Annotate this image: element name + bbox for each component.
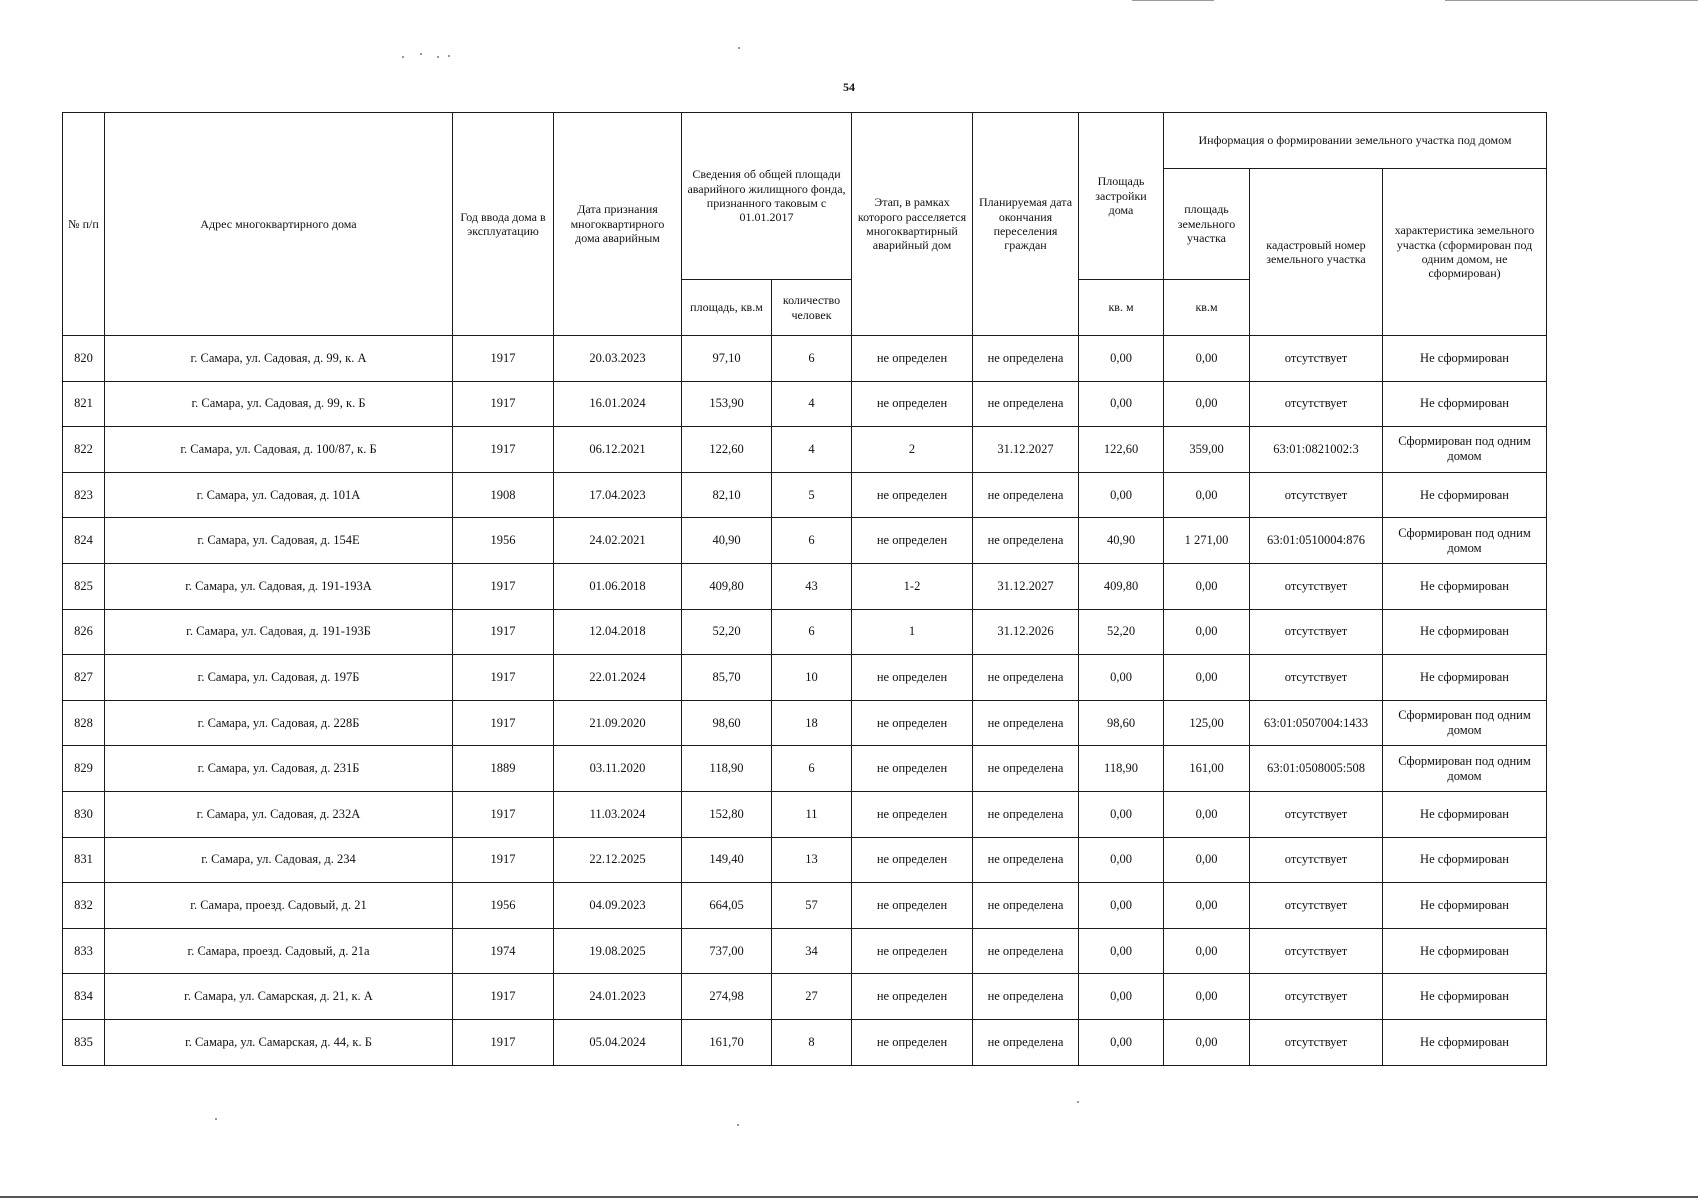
- cell-built-area: 0,00: [1079, 1019, 1164, 1065]
- cell-address: г. Самара, ул. Садовая, д. 197Б: [105, 655, 453, 701]
- cell-built-area: 0,00: [1079, 655, 1164, 701]
- scan-speck: [402, 56, 404, 58]
- cell-people: 4: [772, 381, 852, 427]
- cell-built-area: 40,90: [1079, 518, 1164, 564]
- cell-num: 822: [63, 427, 105, 473]
- cell-stage: не определен: [852, 746, 973, 792]
- cell-address: г. Самара, проезд. Садовый, д. 21а: [105, 928, 453, 974]
- cell-year: 1917: [453, 974, 554, 1020]
- cell-address: г. Самара, ул. Садовая, д. 101А: [105, 472, 453, 518]
- header-built-area: Площадь застройки дома: [1079, 113, 1164, 280]
- cell-date-recognized: 21.09.2020: [554, 700, 682, 746]
- header-area-sqm: площадь, кв.м: [682, 280, 772, 336]
- cell-cadastral: отсутствует: [1250, 563, 1383, 609]
- cell-area: 97,10: [682, 336, 772, 382]
- cell-built-area: 0,00: [1079, 837, 1164, 883]
- cell-date-recognized: 17.04.2023: [554, 472, 682, 518]
- cell-year: 1917: [453, 381, 554, 427]
- cell-built-area: 52,20: [1079, 609, 1164, 655]
- header-year: Год ввода дома в эксплуатацию: [453, 113, 554, 336]
- cell-cadastral: отсутствует: [1250, 837, 1383, 883]
- cell-people: 43: [772, 563, 852, 609]
- cell-planned-date: не определена: [973, 381, 1079, 427]
- header-people: количество человек: [772, 280, 852, 336]
- cell-stage: 1-2: [852, 563, 973, 609]
- cell-planned-date: не определена: [973, 974, 1079, 1020]
- cell-people: 4: [772, 427, 852, 473]
- scan-speck: [738, 47, 740, 49]
- table-row: [63, 472, 1547, 518]
- cell-address: г. Самара, ул. Садовая, д. 100/87, к. Б: [105, 427, 453, 473]
- cell-year: 1956: [453, 883, 554, 929]
- cell-people: 6: [772, 336, 852, 382]
- cell-land-status: Не сформирован: [1383, 791, 1547, 837]
- cell-built-area: 118,90: [1079, 746, 1164, 792]
- cell-num: 834: [63, 974, 105, 1020]
- scan-rule-top-left: [1132, 0, 1214, 1]
- table-row: [63, 928, 1547, 974]
- cell-year: 1974: [453, 928, 554, 974]
- cell-date-recognized: 06.12.2021: [554, 427, 682, 473]
- table-row: [63, 427, 1547, 473]
- cell-address: г. Самара, ул. Садовая, д. 234: [105, 837, 453, 883]
- cell-area: 737,00: [682, 928, 772, 974]
- table-row: [63, 837, 1547, 883]
- cell-land-area: 1 271,00: [1164, 518, 1250, 564]
- cell-land-status: Не сформирован: [1383, 609, 1547, 655]
- cell-people: 6: [772, 518, 852, 564]
- table-row: [63, 563, 1547, 609]
- cell-area: 409,80: [682, 563, 772, 609]
- cell-date-recognized: 03.11.2020: [554, 746, 682, 792]
- cell-date-recognized: 16.01.2024: [554, 381, 682, 427]
- cell-year: 1917: [453, 700, 554, 746]
- cell-land-status: Не сформирован: [1383, 472, 1547, 518]
- cell-cadastral: отсутствует: [1250, 928, 1383, 974]
- header-date-recognized: Дата признания многоквартирного дома аварийным: [554, 113, 682, 336]
- cell-land-area: 125,00: [1164, 700, 1250, 746]
- cell-cadastral: отсутствует: [1250, 381, 1383, 427]
- cell-people: 8: [772, 1019, 852, 1065]
- header-cadastral: кадастровый номер земельного участка: [1250, 169, 1383, 336]
- table-row: [63, 791, 1547, 837]
- cell-planned-date: не определена: [973, 791, 1079, 837]
- cell-date-recognized: 24.02.2021: [554, 518, 682, 564]
- cell-stage: не определен: [852, 883, 973, 929]
- cell-land-area: 0,00: [1164, 563, 1250, 609]
- cell-land-area: 161,00: [1164, 746, 1250, 792]
- cell-area: 118,90: [682, 746, 772, 792]
- cell-planned-date: не определена: [973, 700, 1079, 746]
- cell-area: 664,05: [682, 883, 772, 929]
- cell-land-area: 359,00: [1164, 427, 1250, 473]
- cell-stage: не определен: [852, 472, 973, 518]
- table-body: [63, 336, 1547, 1066]
- cell-cadastral: отсутствует: [1250, 609, 1383, 655]
- cell-date-recognized: 01.06.2018: [554, 563, 682, 609]
- cell-land-area: 0,00: [1164, 883, 1250, 929]
- header-unit-built: кв. м: [1079, 280, 1164, 336]
- cell-built-area: 0,00: [1079, 928, 1164, 974]
- cell-year: 1956: [453, 518, 554, 564]
- table-row: [63, 883, 1547, 929]
- cell-address: г. Самара, ул. Садовая, д. 99, к. Б: [105, 381, 453, 427]
- table-row: [63, 1019, 1547, 1065]
- cell-date-recognized: 11.03.2024: [554, 791, 682, 837]
- cell-address: г. Самара, ул. Самарская, д. 21, к. А: [105, 974, 453, 1020]
- cell-land-area: 0,00: [1164, 791, 1250, 837]
- cell-date-recognized: 04.09.2023: [554, 883, 682, 929]
- cell-people: 57: [772, 883, 852, 929]
- cell-year: 1917: [453, 427, 554, 473]
- cell-area: 52,20: [682, 609, 772, 655]
- cell-land-status: Не сформирован: [1383, 336, 1547, 382]
- cell-num: 831: [63, 837, 105, 883]
- cell-cadastral: 63:01:0821002:3: [1250, 427, 1383, 473]
- cell-land-status: Не сформирован: [1383, 563, 1547, 609]
- cell-area: 153,90: [682, 381, 772, 427]
- header-address: Адрес многоквартирного дома: [105, 113, 453, 336]
- cell-num: 835: [63, 1019, 105, 1065]
- cell-year: 1917: [453, 1019, 554, 1065]
- table-row: [63, 381, 1547, 427]
- header-land-area: площадь земельного участка: [1164, 169, 1250, 280]
- cell-num: 823: [63, 472, 105, 518]
- cell-planned-date: не определена: [973, 1019, 1079, 1065]
- cell-stage: не определен: [852, 928, 973, 974]
- cell-cadastral: отсутствует: [1250, 336, 1383, 382]
- cell-people: 10: [772, 655, 852, 701]
- scan-speck: [1077, 1101, 1079, 1103]
- cell-year: 1917: [453, 837, 554, 883]
- cell-address: г. Самара, ул. Садовая, д. 191-193А: [105, 563, 453, 609]
- cell-land-status: Не сформирован: [1383, 974, 1547, 1020]
- cell-people: 27: [772, 974, 852, 1020]
- cell-built-area: 0,00: [1079, 883, 1164, 929]
- cell-area: 149,40: [682, 837, 772, 883]
- cell-num: 827: [63, 655, 105, 701]
- page-number: 54: [843, 80, 855, 94]
- cell-built-area: 0,00: [1079, 974, 1164, 1020]
- cell-address: г. Самара, ул. Садовая, д. 99, к. А: [105, 336, 453, 382]
- cell-date-recognized: 05.04.2024: [554, 1019, 682, 1065]
- cell-year: 1889: [453, 746, 554, 792]
- cell-stage: не определен: [852, 700, 973, 746]
- cell-people: 5: [772, 472, 852, 518]
- cell-cadastral: отсутствует: [1250, 791, 1383, 837]
- cell-num: 824: [63, 518, 105, 564]
- cell-built-area: 0,00: [1079, 381, 1164, 427]
- cell-num: 830: [63, 791, 105, 837]
- table-row: [63, 700, 1547, 746]
- cell-cadastral: отсутствует: [1250, 974, 1383, 1020]
- header-unit-land: кв.м: [1164, 280, 1250, 336]
- cell-num: 825: [63, 563, 105, 609]
- scan-rule-bottom: [0, 1196, 1698, 1198]
- cell-built-area: 98,60: [1079, 700, 1164, 746]
- cell-area: 98,60: [682, 700, 772, 746]
- cell-year: 1908: [453, 472, 554, 518]
- header-planned-date: Планируемая дата окончания переселения граждан: [973, 113, 1079, 336]
- cell-planned-date: не определена: [973, 336, 1079, 382]
- cell-stage: 2: [852, 427, 973, 473]
- cell-people: 13: [772, 837, 852, 883]
- cell-year: 1917: [453, 609, 554, 655]
- cell-cadastral: отсутствует: [1250, 1019, 1383, 1065]
- cell-stage: 1: [852, 609, 973, 655]
- scan-speck: [215, 1118, 217, 1120]
- cell-land-status: Сформирован под одним домом: [1383, 518, 1547, 564]
- cell-num: 820: [63, 336, 105, 382]
- cell-planned-date: 31.12.2027: [973, 427, 1079, 473]
- scan-rule-top-right: [1445, 0, 1698, 1]
- scan-speck: [420, 53, 422, 55]
- cell-planned-date: не определена: [973, 746, 1079, 792]
- cell-built-area: 122,60: [1079, 427, 1164, 473]
- cell-land-area: 0,00: [1164, 472, 1250, 518]
- cell-planned-date: 31.12.2026: [973, 609, 1079, 655]
- cell-area: 152,80: [682, 791, 772, 837]
- cell-built-area: 0,00: [1079, 791, 1164, 837]
- cell-planned-date: не определена: [973, 518, 1079, 564]
- cell-num: 833: [63, 928, 105, 974]
- table-row: [63, 974, 1547, 1020]
- table-row: [63, 518, 1547, 564]
- table-row: [63, 609, 1547, 655]
- cell-date-recognized: 12.04.2018: [554, 609, 682, 655]
- cell-num: 828: [63, 700, 105, 746]
- cell-num: 832: [63, 883, 105, 929]
- cell-date-recognized: 19.08.2025: [554, 928, 682, 974]
- cell-land-area: 0,00: [1164, 1019, 1250, 1065]
- cell-people: 6: [772, 609, 852, 655]
- cell-area: 274,98: [682, 974, 772, 1020]
- header-stage: Этап, в рамках которого расселяется многоквартирный аварийный дом: [852, 113, 973, 336]
- cell-land-status: Сформирован под одним домом: [1383, 746, 1547, 792]
- cell-planned-date: не определена: [973, 655, 1079, 701]
- cell-built-area: 409,80: [1079, 563, 1164, 609]
- cell-land-area: 0,00: [1164, 381, 1250, 427]
- cell-stage: не определен: [852, 1019, 973, 1065]
- cell-land-area: 0,00: [1164, 837, 1250, 883]
- cell-land-status: Не сформирован: [1383, 883, 1547, 929]
- cell-date-recognized: 20.03.2023: [554, 336, 682, 382]
- cell-land-status: Сформирован под одним домом: [1383, 427, 1547, 473]
- cell-stage: не определен: [852, 974, 973, 1020]
- cell-date-recognized: 22.12.2025: [554, 837, 682, 883]
- cell-area: 40,90: [682, 518, 772, 564]
- cell-land-area: 0,00: [1164, 609, 1250, 655]
- cell-address: г. Самара, ул. Садовая, д. 191-193Б: [105, 609, 453, 655]
- cell-year: 1917: [453, 336, 554, 382]
- cell-land-status: Не сформирован: [1383, 837, 1547, 883]
- cell-address: г. Самара, ул. Самарская, д. 44, к. Б: [105, 1019, 453, 1065]
- cell-area: 85,70: [682, 655, 772, 701]
- cell-land-status: Не сформирован: [1383, 928, 1547, 974]
- cell-planned-date: не определена: [973, 928, 1079, 974]
- table-header: [63, 113, 1547, 336]
- cell-cadastral: отсутствует: [1250, 655, 1383, 701]
- cell-planned-date: не определена: [973, 837, 1079, 883]
- cell-land-area: 0,00: [1164, 336, 1250, 382]
- cell-people: 11: [772, 791, 852, 837]
- cell-address: г. Самара, ул. Садовая, д. 228Б: [105, 700, 453, 746]
- cell-stage: не определен: [852, 336, 973, 382]
- cell-cadastral: отсутствует: [1250, 883, 1383, 929]
- scan-speck: [448, 55, 450, 57]
- cell-address: г. Самара, ул. Садовая, д. 232А: [105, 791, 453, 837]
- cell-address: г. Самара, проезд. Садовый, д. 21: [105, 883, 453, 929]
- cell-num: 829: [63, 746, 105, 792]
- cell-stage: не определен: [852, 791, 973, 837]
- scan-speck: [437, 56, 439, 58]
- cell-stage: не определен: [852, 655, 973, 701]
- emergency-housing-table: [62, 112, 1547, 1066]
- cell-land-area: 0,00: [1164, 928, 1250, 974]
- cell-area: 122,60: [682, 427, 772, 473]
- cell-year: 1917: [453, 563, 554, 609]
- cell-cadastral: 63:01:0508005:508: [1250, 746, 1383, 792]
- cell-planned-date: 31.12.2027: [973, 563, 1079, 609]
- cell-num: 826: [63, 609, 105, 655]
- cell-people: 18: [772, 700, 852, 746]
- table-row: [63, 655, 1547, 701]
- cell-land-area: 0,00: [1164, 974, 1250, 1020]
- cell-stage: не определен: [852, 837, 973, 883]
- cell-land-area: 0,00: [1164, 655, 1250, 701]
- cell-people: 6: [772, 746, 852, 792]
- cell-area: 161,70: [682, 1019, 772, 1065]
- cell-built-area: 0,00: [1079, 336, 1164, 382]
- cell-address: г. Самара, ул. Садовая, д. 154Е: [105, 518, 453, 564]
- header-land-info: Информация о формировании земельного участка под домом: [1164, 113, 1547, 169]
- cell-year: 1917: [453, 791, 554, 837]
- cell-area: 82,10: [682, 472, 772, 518]
- cell-date-recognized: 22.01.2024: [554, 655, 682, 701]
- cell-planned-date: не определена: [973, 472, 1079, 518]
- cell-year: 1917: [453, 655, 554, 701]
- table-row: [63, 336, 1547, 382]
- cell-stage: не определен: [852, 381, 973, 427]
- cell-land-status: Не сформирован: [1383, 381, 1547, 427]
- header-fund-info: Сведения об общей площади аварийного жилищного фонда, признанного таковым с 01.01.2017: [682, 113, 852, 280]
- cell-built-area: 0,00: [1079, 472, 1164, 518]
- cell-cadastral: 63:01:0510004:876: [1250, 518, 1383, 564]
- cell-land-status: Не сформирован: [1383, 655, 1547, 701]
- cell-land-status: Не сформирован: [1383, 1019, 1547, 1065]
- cell-stage: не определен: [852, 518, 973, 564]
- header-land-characteristic: характеристика земельного участка (сформирован под одним домом, не сформирован): [1383, 169, 1547, 336]
- header-num: № п/п: [63, 113, 105, 336]
- cell-num: 821: [63, 381, 105, 427]
- cell-people: 34: [772, 928, 852, 974]
- cell-cadastral: отсутствует: [1250, 472, 1383, 518]
- cell-cadastral: 63:01:0507004:1433: [1250, 700, 1383, 746]
- table-row: [63, 746, 1547, 792]
- cell-planned-date: не определена: [973, 883, 1079, 929]
- cell-address: г. Самара, ул. Садовая, д. 231Б: [105, 746, 453, 792]
- scan-speck: [737, 1124, 739, 1126]
- cell-date-recognized: 24.01.2023: [554, 974, 682, 1020]
- cell-land-status: Сформирован под одним домом: [1383, 700, 1547, 746]
